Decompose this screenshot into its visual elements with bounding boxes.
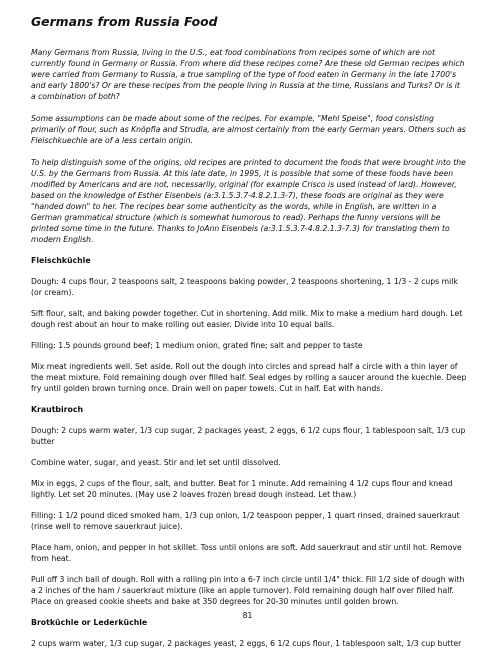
krautbiroch-step-3: Place ham, onion, and pepper in hot skillet. Toss until onions are soft. Add sauerkraut and stir until hot. Remove from heat.	[31, 543, 462, 563]
intro-paragraph-3: To help distinguish some of the origins, old recipes are printed to document the foods that were brought into the U.S. by the Germans from Russia. At this late date, in 1995, it is possible that some of these foods have been modified by Americans and are not, necessarily, original (for example Crisco is used instead of lard). However, based on the knowledge of Esther Eisenbeis (a:3.1.5.3.7-4.8.2.1.3-7), these foods are original as they were "handed down" to her. The recipes bear some authenticity as the words, while in English, are written in a German grammatical structure (which is somewhat humorous to read). Perhaps the funny versions will be printed some time in the future. Thanks to JoAnn Eisenbeis (a:3.1.5.3.7-4.8.2.1.3-7.3) for translating them to modern English.	[31, 158, 466, 244]
recipe-heading-brotkuchle: Brotküchle or Lederküchle	[31, 618, 148, 627]
krautbiroch-filling: Filling: 1 1/2 pound diced smoked ham, 1/3 cup onion, 1/2 teaspoon pepper, 1 quart rinsed, drained sauerkraut (rinse well to remove sauerkraut juice).	[31, 511, 460, 531]
krautbiroch-step-4: Pull off 3 inch ball of dough. Roll with a rolling pin into a 6-7 inch circle until 1/4" thick. Fill 1/2 side of dough with a 2 inches of the ham / sauerkraut mixture (like an apple turnover). Fold remaining dough half over filled half. Place on greased cookie sheets and bake at 350 degrees for 20-30 minutes until golden brown.	[31, 575, 465, 606]
recipe-heading-fleischkuchle: Fleischküchle	[31, 256, 91, 265]
page-title: Germans from Russia Food	[31, 14, 218, 29]
fleischkuchle-dough: Dough: 4 cups flour, 2 teaspoons salt, 2 teaspoons baking powder, 2 teaspoons shortening, 1 1/3 - 2 cups milk (or cream).	[31, 277, 458, 297]
intro-paragraph-1: Many Germans from Russia, living in the U.S., eat food combinations from recipes some of which are not currently found in Germany or Russia. From where did these recipes come? Are these old German recipes which were carried from Germany to Russia, a true sampling of the type of food eaten in Germany in the late 1700's and early 1800's? Or are these recipes from the people living in Russia at the time, Russians and Turks? Or is it a combination of both?	[31, 48, 465, 101]
fleischkuchle-step-2: Mix meat ingredients well. Set aside. Roll out the dough into circles and spread half a circle with a thin layer of the meat mixture. Fold remaining dough over filled half. Seal edges by rolling a saucer around the kuechle. Deep fry until golden brown turning once. Drain well on paper towels. Cut in half. Eat with hands.	[31, 362, 467, 393]
intro-paragraph-2: Some assumptions can be made about some of the recipes. For example, "Mehl Speise", food consisting primarily of flour, such as Knöpfla and Strudla, are almost certainly from the early German years. Others such as Fleischkuechle are of a less certain origin.	[31, 114, 466, 145]
krautbiroch-step-1: Combine water, sugar, and yeast. Stir and let set until dissolved.	[31, 458, 281, 467]
fleischkuchle-filling: Filling: 1.5 pounds ground beef; 1 medium onion, grated fine; salt and pepper to taste	[31, 341, 363, 350]
recipe-heading-krautbiroch: Krautbiroch	[31, 405, 84, 414]
document-page	[31, 14, 468, 649]
krautbiroch-dough: Dough: 2 cups warm water, 1/3 cup sugar, 2 packages yeast, 2 eggs, 6 1/2 cups flour, 1 tablespoon salt, 1/3 cup butter	[31, 426, 466, 446]
brotkuchle-ingredients: 2 cups warm water, 1/3 cup sugar, 2 packages yeast, 2 eggs, 6 1/2 cups flour, 1 tablespoon salt, 1/3 cup butter	[31, 639, 462, 648]
krautbiroch-step-2: Mix in eggs, 2 cups of the flour, salt, and butter. Beat for 1 minute. Add remaining 4 1/2 cups flour and knead lightly. Let set 20 minutes. (May use 2 loaves frozen bread dough instead. Let thaw.)	[31, 479, 453, 499]
fleischkuchle-step-1: Sift flour, salt, and baking powder together. Cut in shortening. Add milk. Mix to make a medium hard dough. Let dough rest about an hour to make rolling out easier. Divide into 10 equal balls.	[31, 309, 463, 329]
page-number: 81	[242, 611, 253, 620]
